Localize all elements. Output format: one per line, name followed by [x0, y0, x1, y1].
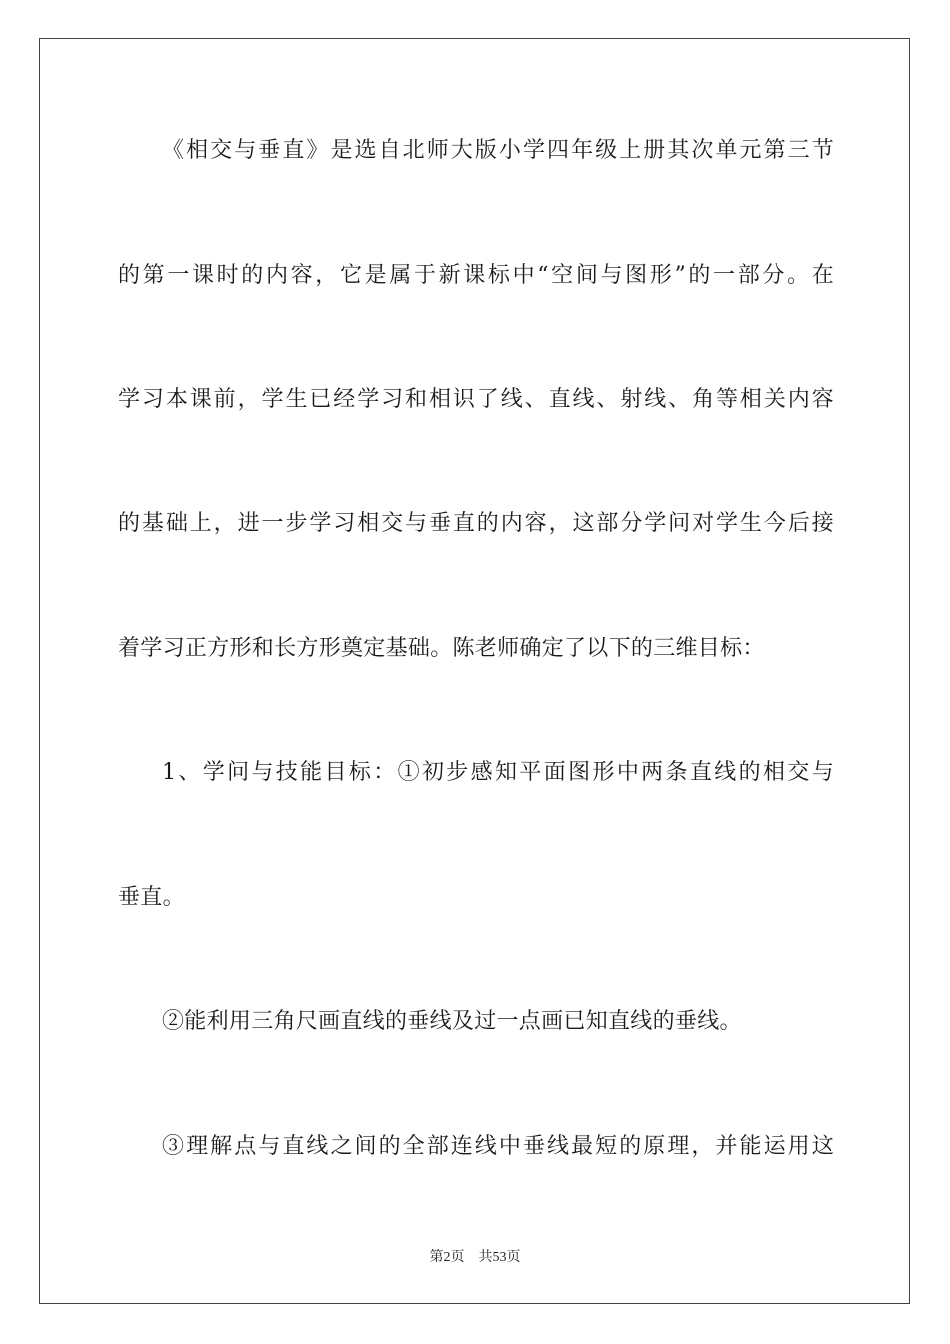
paragraph-line-2: 的第一课时的内容，它是属于新课标中“空间与图形”的一部分。在: [118, 263, 834, 288]
page-total: 共53页: [478, 1250, 521, 1265]
paragraph-line-5: 着学习正方形和长方形奠定基础。陈老师确定了以下的三维目标：: [118, 636, 765, 661]
paragraph-line-3: 学习本课前，学生已经学习和相识了线、直线、射线、角等相关内容: [118, 387, 834, 412]
page-border: [39, 38, 910, 1304]
paragraph-line-1: 《相交与垂直》是选自北师大版小学四年级上册其次单元第三节: [162, 138, 834, 163]
paragraph-line-8: ②能利用三角尺画直线的垂线及过一点画已知直线的垂线。: [162, 1009, 742, 1034]
page-number: 第2页: [429, 1250, 465, 1265]
page-footer: [0, 1249, 950, 1267]
paragraph-line-9: ③理解点与直线之间的全部连线中垂线最短的原理，并能运用这: [162, 1134, 834, 1159]
paragraph-line-7: 垂直。: [118, 885, 185, 910]
paragraph-line-4: 的基础上，进一步学习相交与垂直的内容，这部分学问对学生今后接: [118, 511, 834, 536]
paragraph-line-6: 1、学问与技能目标：①初步感知平面图形中两条直线的相交与: [162, 760, 834, 785]
